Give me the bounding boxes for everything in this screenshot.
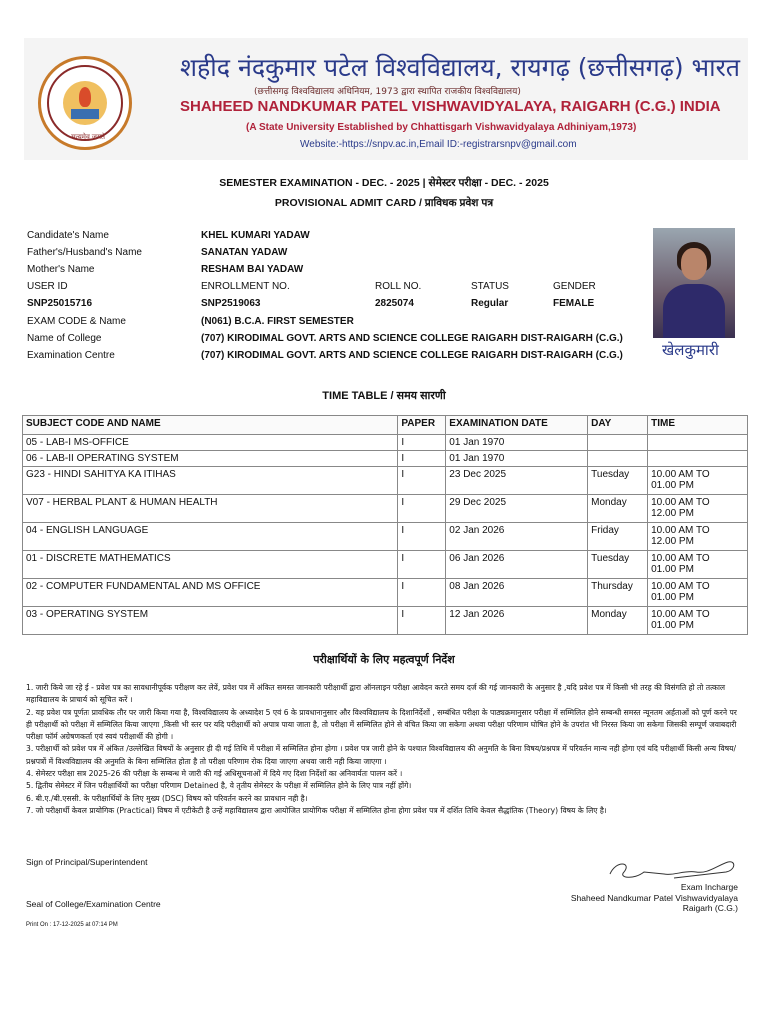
date-cell: 01 Jan 1970 xyxy=(446,451,588,467)
paper-cell: I xyxy=(398,451,446,467)
admit-card-title: PROVISIONAL ADMIT CARD / प्राविधक प्रवेश पत्र xyxy=(274,197,494,209)
hindi-title: शहीद नंदकुमार पटेल विश्वविद्यालय, रायगढ़ (छत्तीसगढ़) भारत xyxy=(180,53,741,82)
paper-cell: I xyxy=(398,523,446,551)
instruction-item: 6. बी.ए./बी.एससी. के परीक्षार्थियों के लिए मुख्य (DSC) विषय को परिवर्तन करने का प्रावधान नही है। xyxy=(26,793,308,803)
date-cell: 06 Jan 2026 xyxy=(446,551,588,579)
father-name: SANATAN YADAW xyxy=(201,247,288,258)
enrollment-no: SNP2519063 xyxy=(201,298,261,309)
university-name-footer: Shaheed Nandkumar Patel Vishwavidyalaya xyxy=(570,893,738,903)
subject-cell: 05 - LAB-I MS-OFFICE xyxy=(23,435,398,451)
paper-cell: I xyxy=(398,495,446,523)
college-label: Name of College xyxy=(27,333,102,344)
centre-name: (707) KIRODIMAL GOVT. ARTS AND SCIENCE COLLEGE RAIGARH DIST-RAIGARH (C.G.) xyxy=(201,350,623,361)
instructions-title: परीक्षार्थियों के लिए महत्वपूर्ण निर्देश xyxy=(313,653,455,666)
timetable-row xyxy=(23,523,748,551)
time-cell: 10.00 AM TO 01.00 PM xyxy=(648,551,748,579)
time-cell: 10.00 AM TO 01.00 PM xyxy=(648,467,748,495)
status-value: Regular xyxy=(471,298,509,309)
timetable-row xyxy=(23,435,748,451)
instruction-item: 7. जो परीक्षार्थी केवल प्रायोगिक (Practical) विषय में एटीकेटी है उन्हें महाविद्यालय द्वारा आयोजित प्रायोगिक परीक्षा में सम्मिलित होना होगा प्रवेश पत्र में दर्शित तिथि केवल सैद्धांतिक (Theory) विषय के लिए है। xyxy=(26,805,607,815)
university-city-footer: Raigarh (C.G.) xyxy=(682,903,738,913)
time-cell: 10.00 AM TO 01.00 PM xyxy=(648,579,748,607)
logo-motto: सत्यमेव जयते xyxy=(70,134,106,141)
established-line: (A State University Established by Chhattisgarh Vishwavidyalaya Adhiniyam,1973) xyxy=(246,122,637,133)
college-name: (707) KIRODIMAL GOVT. ARTS AND SCIENCE COLLEGE RAIGARH DIST-RAIGARH (C.G.) xyxy=(201,333,623,344)
timetable-title: TIME TABLE / समय सारणी xyxy=(322,390,446,402)
enrollment-label: ENROLLMENT NO. xyxy=(201,281,290,292)
header-subject: SUBJECT CODE AND NAME xyxy=(23,416,398,435)
father-name-label: Father's/Husband's Name xyxy=(27,247,142,258)
exam-incharge-label: Exam Incharge xyxy=(680,882,738,892)
paper-cell: I xyxy=(398,607,446,635)
day-cell: Monday xyxy=(588,607,648,635)
timetable xyxy=(22,415,748,635)
subject-cell: 06 - LAB-II OPERATING SYSTEM xyxy=(23,451,398,467)
user-id-label: USER ID xyxy=(27,281,68,292)
time-cell xyxy=(648,451,748,467)
instruction-item: 1. जारी किये जा रहे ई - प्रवेश पत्र का सावधानीपूर्वक परीक्षण कर लेवें, प्रवेश पत्र में अंकित समस्त जानकारी परीक्षार्थी द्वारा ऑनलाइन परीक्षा आवेदन करते समय दर्ज की गई जानकारी के अनुसार है ,यदि प्रवेश पत्र में किसी भी तरह की विसंगति हो तो तत्काल महाविद्यालय के प्राचार्य को सूचित करें । xyxy=(26,683,726,705)
instruction-item: 3. परीक्षार्थी को प्रवेश पत्र में अंकित /उल्लेखित विषयों के अनुसार ही दी गई तिथि में परीक्षा में सम्मिलित होना होगा । प्रवेश पत्र जारी होने के पश्चात विश्वविद्यालय की अनुमति के बिना विषय/प्रश्नपत्र में परिवर्तन मान्य नही होगा एवं यदि परीक्षार्थी किसी अन्य विषय/प्रश्नपत्रों में विश्वविद्यालय की अनुमति के बिना सम्मिलित होता है तो परीक्षा परिणाम रोक दिया जाएगा अथवा जारी नही किया जाएगा । xyxy=(26,744,737,766)
date-cell: 01 Jan 1970 xyxy=(446,435,588,451)
day-cell: Tuesday xyxy=(588,467,648,495)
status-label: STATUS xyxy=(471,281,509,292)
date-cell: 29 Dec 2025 xyxy=(446,495,588,523)
time-cell xyxy=(648,435,748,451)
centre-label: Examination Centre xyxy=(27,350,115,361)
day-cell: Tuesday xyxy=(588,551,648,579)
instruction-item: 4. सेमेस्टर परीक्षा सत्र 2025-26 की परीक्षा के सम्बन्ध मे जारी की गई अधिसूचनाओं में दिये गए दिशा निर्देशों का अनिवार्यतः पालन करें । xyxy=(26,769,403,779)
time-cell: 10.00 AM TO 12.00 PM xyxy=(648,523,748,551)
timetable-row xyxy=(23,607,748,635)
print-timestamp: Print On : 17-12-2025 at 07:14 PM xyxy=(26,922,118,928)
day-cell: Friday xyxy=(588,523,648,551)
principal-sign-label: Sign of Principal/Superintendent xyxy=(26,857,148,867)
subject-cell: 04 - ENGLISH LANGUAGE xyxy=(23,523,398,551)
paper-cell: I xyxy=(398,435,446,451)
gender-label: GENDER xyxy=(553,281,596,292)
candidate-name: KHEL KUMARI YADAW xyxy=(201,230,310,241)
subject-cell: 03 - OPERATING SYSTEM xyxy=(23,607,398,635)
timetable-row xyxy=(23,495,748,523)
time-cell: 10.00 AM TO 12.00 PM xyxy=(648,495,748,523)
day-cell: Monday xyxy=(588,495,648,523)
seal-label: Seal of College/Examination Centre xyxy=(26,899,161,909)
hindi-subtitle: (छत्तीसगढ़ विश्वविद्यालय अधिनियम, 1973 द्वारा स्थापित राजकीय विश्वविद्यालय) xyxy=(254,87,521,97)
date-cell: 12 Jan 2026 xyxy=(446,607,588,635)
day-cell xyxy=(588,435,648,451)
instruction-item: 2. यह प्रवेश पत्र पूर्णतः प्रावधिक तौर पर जारी किया गया है, विश्वविद्यालय के अध्यादेश 5 एवं 6 के प्रावधानानुसार और विश्वविद्यालय के दिशानिर्देशों , सम्बंधित परीक्षा के पाठ्यक्रमानुसार परीक्षा में सम्मिलित होने सम्बन्धी समस्त न्यूनतम अर्हताओं को पूर्ण करने पर ही परीक्षार्थी को परीक्षा में सम्मिलित किया जाएगा ,किसी भी स्तर पर यदि परीक्षार्थी को अपात्र पाया जाता है, तो परीक्षा में सम्मिलित होने से वंचित किया जा सकेगा अथवा परीक्षा परिणाम घोषित होने के उपरांत भी निरस्त किया जा सकेगा जिसकी सम्पूर्ण जवाबदारी परीक्षा फॉर्म अग्रेषणकर्ता एवं स्वयं परीक्षार्थी की होगी । xyxy=(26,707,737,742)
header-day: DAY xyxy=(588,416,648,435)
candidate-photo xyxy=(653,228,735,338)
roll-no: 2825074 xyxy=(375,298,414,309)
mother-name-label: Mother's Name xyxy=(27,264,95,275)
header-paper: PAPER xyxy=(398,416,446,435)
instruction-item: 5. द्वितीय सेमेस्टर में जिन परीक्षार्थियों का परीक्षा परिणाम Detained है, वे तृतीय सेमेस्टर के परीक्षा में सम्मिलित होने के लिए पात्र नहीं होंगे। xyxy=(26,781,412,791)
exam-title: SEMESTER EXAMINATION - DEC. - 2025 | सेमेस्टर परीक्षा - DEC. - 2025 xyxy=(219,177,549,189)
date-cell: 23 Dec 2025 xyxy=(446,467,588,495)
day-cell xyxy=(588,451,648,467)
subject-cell: G23 - HINDI SAHITYA KA ITIHAS xyxy=(23,467,398,495)
timetable-row xyxy=(23,467,748,495)
subject-cell: 01 - DISCRETE MATHEMATICS xyxy=(23,551,398,579)
date-cell: 02 Jan 2026 xyxy=(446,523,588,551)
user-id: SNP25015716 xyxy=(27,298,93,309)
candidate-name-label: Candidate's Name xyxy=(27,230,109,241)
paper-cell: I xyxy=(398,551,446,579)
time-cell: 10.00 AM TO 01.00 PM xyxy=(648,607,748,635)
timetable-row xyxy=(23,551,748,579)
header-time: TIME xyxy=(648,416,748,435)
english-title: SHAHEED NANDKUMAR PATEL VISHWAVIDYALAYA, RAIGARH (C.G.) INDIA xyxy=(180,98,721,115)
timetable-header-row xyxy=(23,416,748,435)
roll-no-label: ROLL NO. xyxy=(375,281,422,292)
date-cell: 08 Jan 2026 xyxy=(446,579,588,607)
exam-code: (N061) B.C.A. FIRST SEMESTER xyxy=(201,316,354,327)
website-line: Website:-https://snpv.ac.in,Email ID:-registrarsnpv@gmail.com xyxy=(300,139,577,150)
day-cell: Thursday xyxy=(588,579,648,607)
university-logo xyxy=(38,56,132,150)
exam-code-label: EXAM CODE & Name xyxy=(27,316,126,327)
header-date: EXAMINATION DATE xyxy=(446,416,588,435)
candidate-signature: खेलकुमारी xyxy=(662,341,719,359)
paper-cell: I xyxy=(398,467,446,495)
timetable-row xyxy=(23,451,748,467)
university-header xyxy=(24,38,748,160)
subject-cell: 02 - COMPUTER FUNDAMENTAL AND MS OFFICE xyxy=(23,579,398,607)
mother-name: RESHAM BAI YADAW xyxy=(201,264,304,275)
instructions-list xyxy=(26,682,742,817)
gender-value: FEMALE xyxy=(553,298,595,309)
timetable-row xyxy=(23,579,748,607)
paper-cell: I xyxy=(398,579,446,607)
subject-cell: V07 - HERBAL PLANT & HUMAN HEALTH xyxy=(23,495,398,523)
